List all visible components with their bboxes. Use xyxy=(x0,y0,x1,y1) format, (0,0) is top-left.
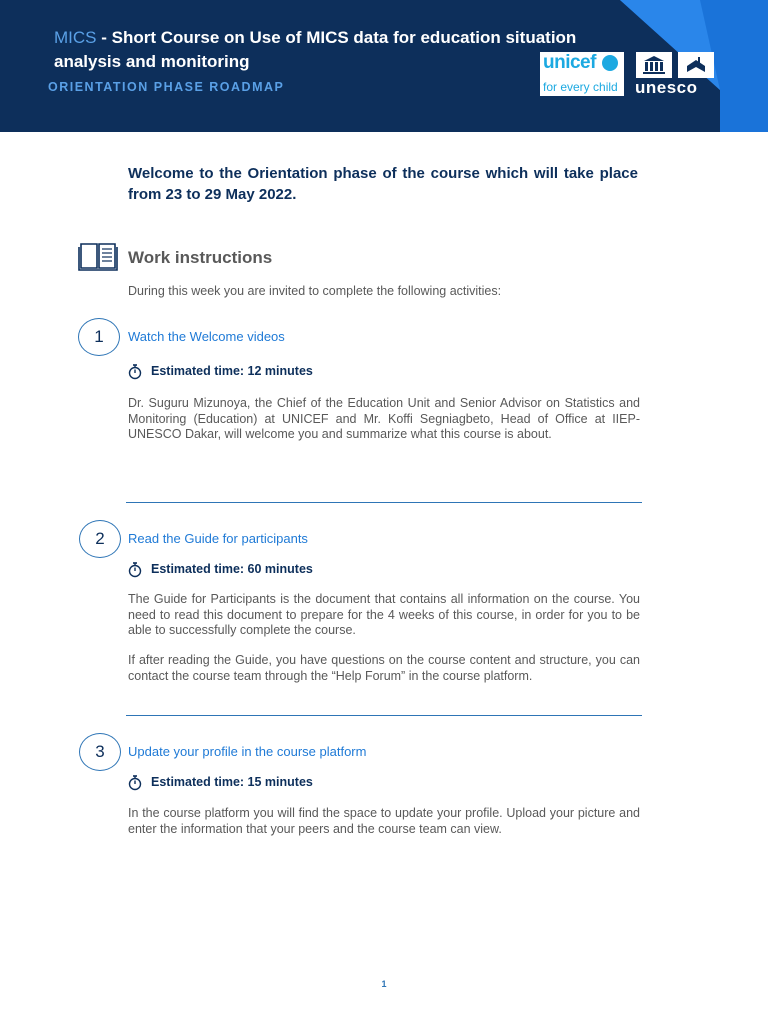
divider xyxy=(126,502,642,503)
step-1-number-badge: 1 xyxy=(78,318,120,356)
step-3-title: Update your profile in the course platform xyxy=(128,744,367,759)
iiep-icon xyxy=(678,52,714,78)
divider xyxy=(126,715,642,716)
step-3-number-badge: 3 xyxy=(79,733,121,771)
stopwatch-icon xyxy=(127,561,143,578)
step-2-title: Read the Guide for participants xyxy=(128,531,308,546)
section-intro: During this week you are invited to complete the following activities: xyxy=(128,284,502,298)
step-3-description: In the course platform you will find the space to update your profile. Upload your picture and enter the information that your peers and the course team can view. xyxy=(128,806,640,836)
unicef-globe-icon xyxy=(602,55,618,71)
course-title: MICS - Short Course on Use of MICS data for education situation analysis and monitoring xyxy=(54,28,577,71)
roadmap-subtitle: ORIENTATION PHASE ROADMAP xyxy=(48,80,285,94)
section-title: Work instructions xyxy=(128,248,273,267)
unicef-logo: unicef for every child xyxy=(540,52,624,96)
step-2-help-note: If after reading the Guide, you have questions on the course content and structure, you can contact the course team through the “Help Forum” in the course platform. xyxy=(128,653,640,683)
unesco-logo: unesco xyxy=(634,52,720,100)
step-2-description: The Guide for Participants is the document that contains all information on the course. You need to read this document to prepare for the 4 weeks of this course, in order for you to be able to successfully complete the course. xyxy=(128,592,640,637)
page-number: 1 xyxy=(381,979,387,989)
step-1-description: Dr. Suguru Mizunoya, the Chief of the Education Unit and Senior Advisor on Statistics and Monitoring (Education) at UNICEF and Mr. Koffi Segniagbeto, Head of Office at IIEP-UNESCO Dakar, will welcome you and summarize what this course is about. xyxy=(128,396,640,441)
unesco-temple-icon xyxy=(636,52,672,78)
stopwatch-icon xyxy=(127,363,143,380)
step-2-number-badge: 2 xyxy=(79,520,121,558)
step-1-title: Watch the Welcome videos xyxy=(128,329,285,344)
header-banner xyxy=(0,0,768,132)
welcome-heading: Welcome to the Orientation phase of the course which will take place from 23 to 29 May 2022. xyxy=(128,165,638,203)
book-icon xyxy=(78,240,118,272)
stopwatch-icon xyxy=(127,774,143,791)
